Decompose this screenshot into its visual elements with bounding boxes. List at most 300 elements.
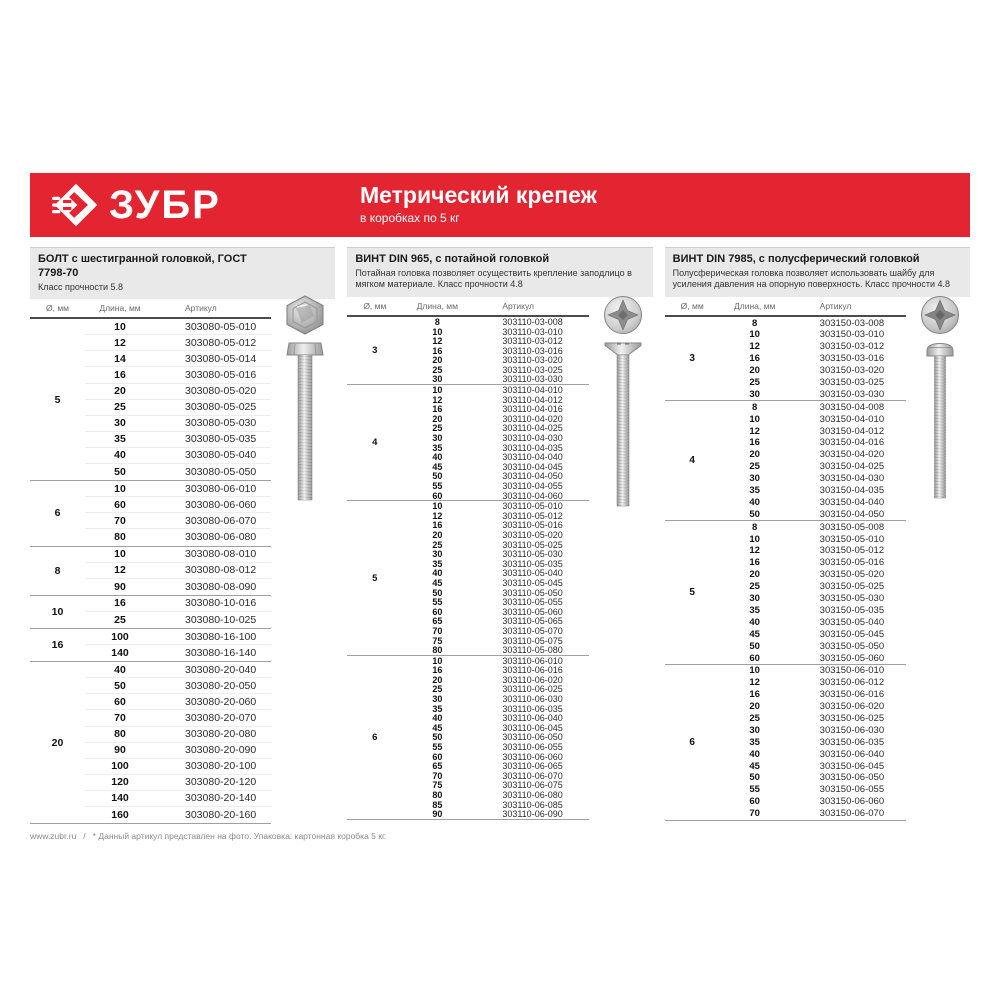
article-cell: 303110-04-016 [502, 404, 563, 415]
article-cell: 303110-04-040 [502, 452, 563, 463]
article-cell: 303110-05-020 [502, 529, 563, 540]
table-row [720, 533, 906, 545]
table-row [85, 645, 271, 661]
article-cell: 303110-06-090 [502, 809, 563, 820]
length-cell: 75 [432, 635, 443, 646]
table-row [85, 529, 271, 545]
col-article: Артикул [185, 303, 217, 314]
table-row [85, 629, 271, 645]
table-row [402, 501, 588, 511]
table-row [720, 496, 906, 508]
table-row [720, 425, 906, 437]
length-cell: 50 [114, 679, 126, 692]
length-cell: 16 [432, 404, 443, 415]
article-cell: 303110-04-012 [502, 394, 563, 405]
length-cell: 10 [114, 320, 126, 333]
article-cell: 303110-06-075 [502, 780, 563, 791]
length-cell: 20 [432, 529, 443, 540]
article-cell: 303150-05-008 [819, 521, 885, 533]
length-cell: 50 [749, 508, 760, 520]
table-row [85, 662, 271, 678]
article-cell: 303080-05-050 [185, 466, 257, 479]
article-cell: 303150-06-016 [819, 689, 885, 701]
length-cell: 40 [114, 449, 126, 462]
article-cell: 303150-05-035 [819, 604, 885, 616]
table-row [720, 772, 906, 784]
article-cell: 303110-05-070 [502, 625, 563, 636]
article-cell: 303150-06-055 [819, 784, 885, 796]
length-cell: 50 [749, 640, 760, 652]
diameter-cell: 8 [54, 564, 61, 577]
table-row [402, 645, 588, 655]
length-cell: 80 [432, 790, 443, 801]
article-cell: 303080-05-012 [185, 336, 257, 349]
table-header-box [665, 247, 970, 297]
table-title: БОЛТ с шестигранной головкой, ГОСТ 7798-70 [38, 253, 247, 279]
article-cell: 303110-04-060 [502, 490, 563, 501]
length-cell: 65 [432, 616, 443, 627]
length-cell: 70 [432, 625, 443, 636]
article-cell: 303150-05-020 [819, 569, 885, 581]
article-cell: 303150-03-030 [819, 388, 885, 400]
length-cell: 20 [432, 355, 443, 366]
diameter-group [30, 628, 271, 661]
article-cell: 303080-05-016 [185, 369, 257, 382]
article-cell: 303080-06-060 [185, 498, 257, 511]
diameter-cell: 6 [689, 736, 695, 748]
diameter-cell: 3 [372, 345, 378, 357]
article-cell: 303110-06-050 [502, 732, 563, 743]
table-row [720, 413, 906, 425]
table-row [720, 437, 906, 449]
diameter-group [347, 655, 588, 819]
table-row [85, 464, 271, 480]
table-row [720, 388, 906, 400]
article-cell: 303110-03-008 [502, 316, 563, 327]
article-cell: 303080-08-010 [185, 548, 257, 561]
table-row [402, 385, 588, 395]
diameter-group [30, 661, 271, 823]
column-headers [347, 297, 588, 317]
article-cell: 303080-05-035 [185, 433, 257, 446]
table-row [720, 473, 906, 485]
article-cell: 303150-04-008 [819, 401, 885, 413]
length-cell: 12 [432, 394, 443, 405]
length-cell: 25 [749, 377, 760, 389]
table-row [402, 636, 588, 646]
table-row [720, 377, 906, 389]
page-title: Метрический крепеж [360, 182, 597, 208]
length-cell: 25 [749, 712, 760, 724]
article-cell: 303080-20-140 [185, 792, 257, 805]
article-cell: 303110-06-060 [502, 751, 563, 762]
length-cell: 60 [749, 652, 760, 664]
table-row [720, 605, 906, 617]
length-cell: 90 [114, 580, 126, 593]
table-row [402, 675, 588, 685]
table-row [402, 771, 588, 781]
article-cell: 303110-03-012 [502, 336, 563, 347]
col-diameter: Ø, мм [45, 303, 70, 314]
footnote: * Данный артикул представлен на фото. Упаковка: картонная коробка 5 кг. [92, 831, 387, 842]
article-cell: 303150-05-030 [819, 593, 885, 605]
article-cell: 303110-03-010 [502, 326, 563, 337]
length-cell: 10 [432, 501, 443, 512]
length-cell: 35 [749, 736, 760, 748]
length-cell: 20 [749, 449, 760, 461]
table-row [402, 443, 588, 453]
length-cell: 12 [114, 336, 126, 349]
article-cell: 303110-06-085 [502, 799, 563, 810]
article-cell: 303150-04-010 [819, 413, 885, 425]
article-cell: 303110-04-025 [502, 423, 563, 434]
table-row [720, 557, 906, 569]
table-row [720, 616, 906, 628]
length-cell: 40 [749, 496, 760, 508]
length-cell: 50 [432, 471, 443, 482]
table-row [85, 596, 271, 612]
table-row [402, 597, 588, 607]
tables-row [30, 247, 970, 824]
length-cell: 20 [749, 701, 760, 713]
table-row [720, 796, 906, 808]
article-cell: 303080-10-025 [185, 613, 257, 626]
article-cell: 303150-03-025 [819, 377, 885, 389]
table-data [347, 297, 588, 820]
article-cell: 303080-06-070 [185, 514, 257, 527]
table-row [402, 752, 588, 762]
length-cell: 8 [434, 316, 440, 327]
page-subtitle: в коробках по 5 кг [360, 211, 460, 226]
table-row [402, 452, 588, 462]
din965-table [347, 247, 652, 824]
table-row [85, 563, 271, 579]
table-row [720, 640, 906, 652]
length-cell: 12 [432, 336, 443, 347]
length-cell: 40 [749, 748, 760, 760]
table-title: ВИНТ DIN 7985, с полусферический головкой [672, 253, 920, 265]
table-row [402, 666, 588, 676]
length-cell: 35 [432, 442, 443, 453]
length-cell: 30 [432, 549, 443, 560]
article-cell: 303110-05-035 [502, 558, 563, 569]
length-cell: 40 [432, 568, 443, 579]
diameter-group [347, 500, 588, 655]
length-cell: 20 [749, 365, 760, 377]
article-cell: 303150-04-020 [819, 449, 885, 461]
article-cell: 303110-05-055 [502, 597, 563, 608]
diameter-cell: 6 [54, 507, 61, 520]
article-cell: 303110-05-040 [502, 568, 563, 579]
article-cell: 303110-06-010 [502, 655, 563, 666]
table-row [402, 356, 588, 366]
article-cell: 303110-06-025 [502, 684, 563, 695]
article-cell: 303080-20-050 [185, 679, 257, 692]
article-cell: 303150-03-016 [819, 353, 885, 365]
table-row [402, 809, 588, 819]
table-row [720, 628, 906, 640]
article-cell: 303150-06-040 [819, 748, 885, 760]
length-cell: 8 [752, 317, 758, 329]
table-row [402, 511, 588, 521]
article-cell: 303150-05-016 [819, 557, 885, 569]
table-row [402, 472, 588, 482]
article-cell: 303110-06-035 [502, 703, 563, 714]
site-url: www.zubr.ru [30, 831, 77, 842]
table-row [402, 375, 588, 385]
article-cell: 303110-04-045 [502, 461, 563, 472]
article-cell: 303110-04-010 [502, 385, 563, 396]
hex-bolt-side-view-icon [285, 342, 325, 502]
length-cell: 16 [114, 597, 126, 610]
table-row [402, 414, 588, 424]
table-row [402, 530, 588, 540]
din7985-table [665, 247, 970, 824]
diameter-group [30, 546, 271, 595]
diameter-cell: 20 [51, 736, 64, 749]
article-cell: 303110-06-055 [502, 742, 563, 753]
table-row [720, 353, 906, 365]
length-cell: 70 [432, 770, 443, 781]
length-cell: 20 [432, 413, 443, 424]
length-cell: 12 [749, 545, 760, 557]
length-cell: 30 [749, 388, 760, 400]
length-cell: 60 [114, 695, 126, 708]
length-cell: 16 [432, 345, 443, 356]
table-row [85, 448, 271, 464]
table-row [402, 733, 588, 743]
article-cell: 303080-20-060 [185, 695, 257, 708]
table-header-box [30, 247, 335, 299]
article-cell: 303150-04-016 [819, 437, 885, 449]
diameter-cell: 3 [689, 353, 695, 365]
length-cell: 55 [749, 784, 760, 796]
table-row [720, 341, 906, 353]
table-row [85, 678, 271, 694]
article-cell: 303110-05-060 [502, 606, 563, 617]
table-row [85, 743, 271, 759]
article-cell: 303110-06-065 [502, 761, 563, 772]
table-row [402, 588, 588, 598]
length-cell: 140 [111, 647, 129, 660]
table-row [402, 626, 588, 636]
length-cell: 35 [432, 558, 443, 569]
length-cell: 60 [114, 498, 126, 511]
length-cell: 30 [749, 724, 760, 736]
article-cell: 303150-05-010 [819, 533, 885, 545]
table-row [402, 327, 588, 337]
length-cell: 70 [114, 711, 126, 724]
length-cell: 10 [432, 385, 443, 396]
article-cell: 303080-16-140 [185, 647, 257, 660]
length-cell: 35 [749, 604, 760, 616]
article-cell: 303150-06-025 [819, 712, 885, 724]
col-length: Длина, мм [416, 301, 458, 312]
article-cell: 303080-20-100 [185, 760, 257, 773]
table-row [402, 481, 588, 491]
article-cell: 303110-05-010 [502, 501, 563, 512]
length-cell: 10 [432, 326, 443, 337]
length-cell: 12 [432, 510, 443, 521]
diameter-cell: 6 [372, 731, 378, 743]
article-cell: 303110-05-012 [502, 510, 563, 521]
table-row [402, 607, 588, 617]
article-cell: 303080-20-070 [185, 711, 257, 724]
length-cell: 55 [432, 742, 443, 753]
table-row [85, 775, 271, 791]
table-row [720, 508, 906, 520]
table-row [402, 704, 588, 714]
length-cell: 100 [111, 760, 129, 773]
article-cell: 303150-04-025 [819, 461, 885, 473]
column-headers [30, 299, 271, 319]
length-cell: 16 [432, 520, 443, 531]
article-cell: 303110-05-045 [502, 577, 563, 588]
article-cell: 303150-05-025 [819, 581, 885, 593]
length-cell: 50 [432, 587, 443, 598]
article-cell: 303080-20-120 [185, 776, 257, 789]
table-row [720, 808, 906, 820]
table-row [402, 617, 588, 627]
diameter-group [30, 480, 271, 545]
diameter-cell: 5 [372, 572, 378, 584]
diameter-cell: 4 [689, 455, 695, 467]
article-cell: 303080-20-160 [185, 809, 257, 822]
table-row [402, 549, 588, 559]
col-article: Артикул [819, 301, 852, 312]
table-row [402, 656, 588, 666]
length-cell: 10 [749, 533, 760, 545]
length-cell: 16 [114, 369, 126, 382]
article-cell: 303150-04-040 [819, 496, 885, 508]
diameter-group [30, 595, 271, 628]
table-row [85, 612, 271, 628]
length-cell: 8 [752, 401, 758, 413]
length-cell: 30 [432, 374, 443, 385]
phillips-head-top-view-icon [919, 295, 961, 335]
table-row [402, 569, 588, 579]
article-cell: 303080-05-025 [185, 401, 257, 414]
article-cell: 303080-08-012 [185, 564, 257, 577]
article-cell: 303150-03-012 [819, 341, 885, 353]
diameter-cell: 16 [51, 639, 64, 652]
article-cell: 303080-16-100 [185, 630, 257, 643]
article-cell: 303150-05-040 [819, 616, 885, 628]
length-cell: 60 [432, 490, 443, 501]
diameter-group [347, 317, 588, 384]
article-cell: 303080-06-010 [185, 482, 257, 495]
footer-separator: / [83, 831, 86, 842]
length-cell: 30 [432, 433, 443, 444]
length-cell: 20 [432, 674, 443, 685]
article-cell: 303110-03-016 [502, 345, 563, 356]
article-cell: 303080-20-080 [185, 728, 257, 741]
length-cell: 16 [749, 689, 760, 701]
pan-head-screw-side-view-icon [920, 342, 960, 500]
length-cell: 12 [749, 425, 760, 437]
table-row [402, 433, 588, 443]
length-cell: 90 [432, 809, 443, 820]
length-cell: 70 [749, 808, 760, 820]
table-row [720, 652, 906, 664]
table-row [720, 461, 906, 473]
article-cell: 303150-05-060 [819, 652, 885, 664]
length-cell: 160 [111, 809, 129, 822]
length-cell: 45 [432, 461, 443, 472]
zubr-logo-icon [52, 181, 100, 229]
table-row [85, 497, 271, 513]
length-cell: 16 [749, 557, 760, 569]
length-cell: 50 [749, 772, 760, 784]
table-row [402, 685, 588, 695]
table-row [85, 319, 271, 335]
table-row [402, 317, 588, 327]
length-cell: 45 [432, 577, 443, 588]
article-cell: 303110-03-020 [502, 355, 563, 366]
table-description: Потайная головка позволяет осуществить крепление заподлицо в мягком материале. Класс прочности 4.8 [355, 267, 632, 290]
length-cell: 10 [432, 655, 443, 666]
length-cell: 16 [749, 437, 760, 449]
article-cell: 303150-03-020 [819, 365, 885, 377]
table-row [85, 367, 271, 383]
length-cell: 40 [432, 713, 443, 724]
length-cell: 12 [749, 341, 760, 353]
article-cell: 303080-05-014 [185, 352, 257, 365]
table-row [402, 336, 588, 346]
length-cell: 100 [111, 630, 129, 643]
table-row [402, 781, 588, 791]
article-cell: 303150-04-030 [819, 473, 885, 485]
table-row [85, 694, 271, 710]
article-cell: 303080-05-040 [185, 449, 257, 462]
table-row [85, 351, 271, 367]
table-row [402, 723, 588, 733]
article-cell: 303110-06-030 [502, 694, 563, 705]
length-cell: 140 [111, 792, 129, 805]
article-cell: 303110-05-065 [502, 616, 563, 627]
article-cell: 303150-06-035 [819, 736, 885, 748]
table-data [30, 299, 271, 824]
length-cell: 25 [432, 684, 443, 695]
article-cell: 303150-04-050 [819, 508, 885, 520]
length-cell: 55 [432, 481, 443, 492]
length-cell: 30 [432, 694, 443, 705]
table-data [665, 297, 906, 820]
article-cell: 303150-06-060 [819, 796, 885, 808]
length-cell: 60 [432, 751, 443, 762]
col-diameter: Ø, мм [363, 301, 387, 312]
table-row [720, 748, 906, 760]
table-row [402, 559, 588, 569]
length-cell: 30 [749, 473, 760, 485]
table-row [720, 569, 906, 581]
length-cell: 20 [749, 569, 760, 581]
table-row [402, 395, 588, 405]
table-description: Полусферическая головка позволяет использовать шайбу для усиления давления на опорную поверхность. Класс прочности 4.8 [672, 267, 951, 290]
article-cell: 303110-04-020 [502, 413, 563, 424]
article-cell: 303110-06-020 [502, 674, 563, 685]
article-cell: 303110-05-075 [502, 635, 563, 646]
length-cell: 60 [749, 796, 760, 808]
table-row [720, 317, 906, 329]
article-cell: 303110-06-045 [502, 722, 563, 733]
article-cell: 303150-06-030 [819, 724, 885, 736]
article-cell: 303080-10-016 [185, 597, 257, 610]
diameter-cell: 4 [372, 437, 378, 449]
table-row [402, 713, 588, 723]
table-row [85, 791, 271, 807]
length-cell: 90 [114, 744, 126, 757]
